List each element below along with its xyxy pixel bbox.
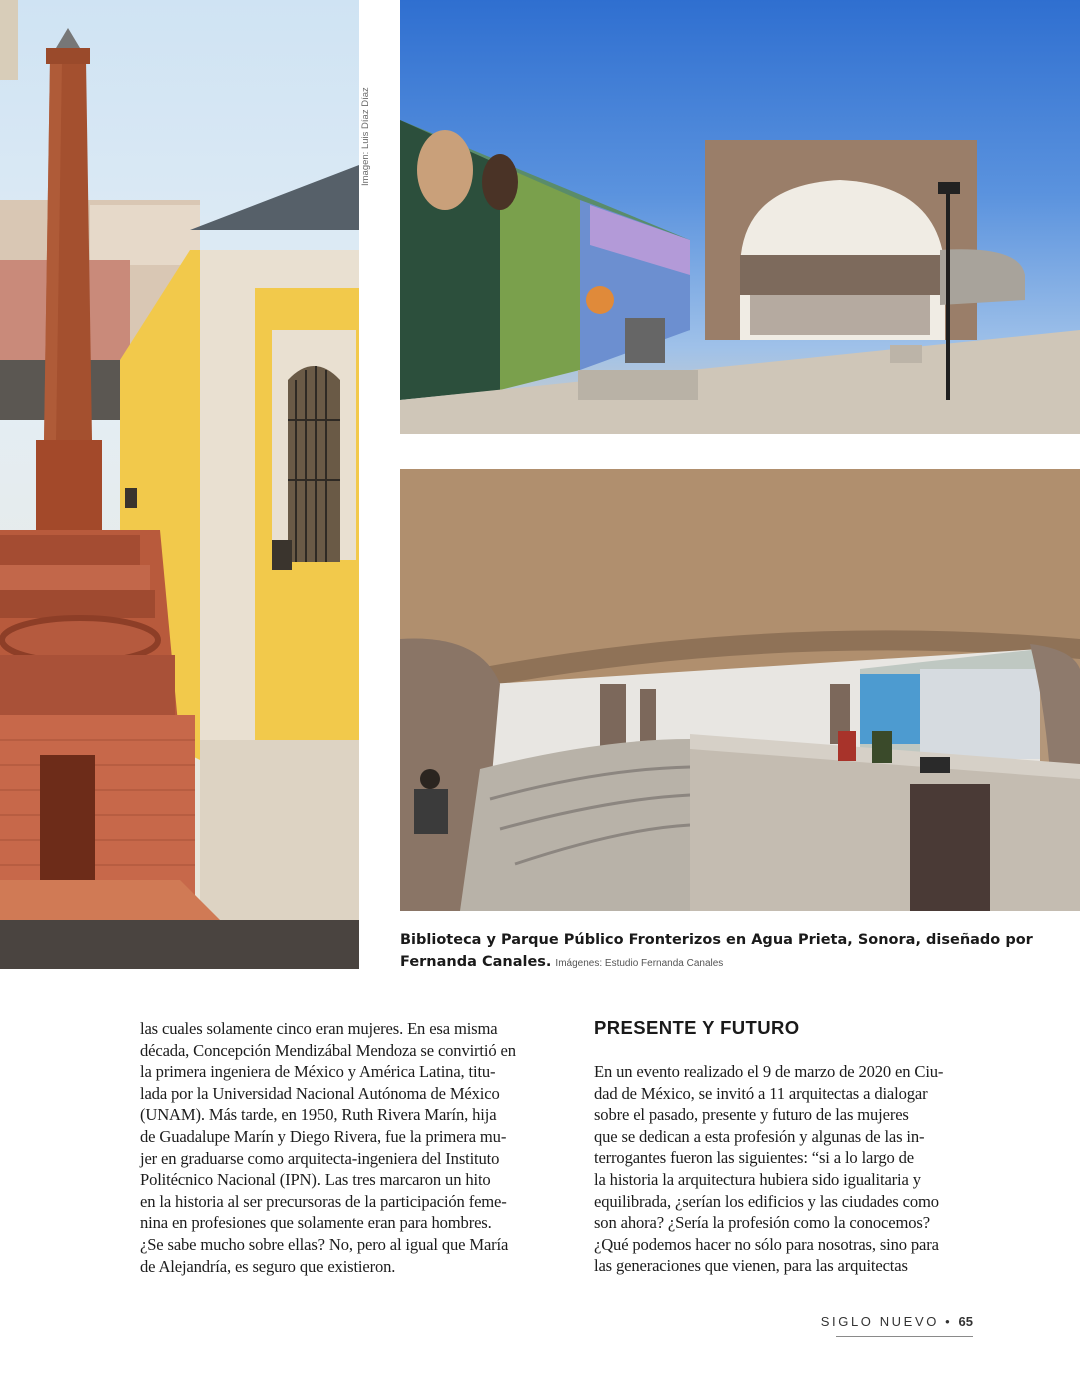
body-column-right [594, 1061, 980, 1277]
text-line: la historia la arquitectura hubiera sido igualitaria y [594, 1169, 921, 1189]
text-line: sobre el pasado, presente y futuro de las mujeres [594, 1105, 909, 1125]
text-line: lada por la Universidad Nacional Autónoma de México [140, 1083, 500, 1103]
text-line: son ahora? ¿Sería la profesión como la conocemos? [594, 1213, 930, 1233]
text-line: nina en profesiones que solamente eran para hombres. [140, 1213, 492, 1233]
photo-library-under-concrete-roof [400, 469, 1080, 911]
page-footer [760, 1314, 973, 1329]
text-line: de Guadalupe Marín y Diego Rivera, fue la primera mu- [140, 1126, 507, 1146]
caption-title: Biblioteca y Parque Público Fronterizos en Agua Prieta, Sonora, diseñado por Fernanda Canales. [400, 932, 1033, 970]
text-line: la primera ingeniera de México y América Latina, titu- [140, 1062, 496, 1082]
text-line: equilibrada, ¿serían los edificios y las ciudades como [594, 1191, 939, 1211]
text-line: que se dedican a esta profesión y algunas de las in- [594, 1126, 925, 1146]
body-column-left [140, 1018, 551, 1277]
text-line: década, Concepción Mendizábal Mendoza se convirtió en [140, 1040, 516, 1060]
text-line: dad de México, se invitó a 11 arquitectas a dialogar [594, 1083, 928, 1103]
text-line: terrogantes fueron las siguientes: “si a lo largo de [594, 1148, 914, 1168]
text-line: En un evento realizado el 9 de marzo de 2020 en Ciu- [594, 1062, 944, 1081]
text-line: ¿Qué podemos hacer no sólo para nosotras, sino para [594, 1234, 939, 1254]
footer-rule [836, 1336, 973, 1337]
photo-brick-chimney-courtyard [0, 0, 359, 969]
photo-credit-vertical: Imagen: Luis Díaz Díaz [360, 87, 371, 186]
page-number: 65 [958, 1314, 973, 1329]
footer-separator: • [945, 1314, 953, 1329]
text-line: jer en graduarse como arquitecta-ingeniera del Instituto [140, 1148, 500, 1168]
text-line: en la historia al ser precursoras de la participación feme- [140, 1191, 507, 1211]
section-heading: PRESENTE Y FUTURO [594, 1017, 800, 1038]
photo-library-exterior-arch [400, 0, 1080, 434]
text-line: las cuales solamente cinco eran mujeres. En esa misma [140, 1019, 498, 1038]
photo-caption [400, 929, 1040, 975]
caption-credit: Imágenes: Estudio Fernanda Canales [555, 958, 724, 969]
text-line: ¿Se sabe mucho sobre ellas? No, pero al igual que María [140, 1234, 509, 1254]
text-line: (UNAM). Más tarde, en 1950, Ruth Rivera Marín, hija [140, 1105, 497, 1125]
text-line: las generaciones que vienen, para las arquitectas [594, 1256, 908, 1276]
text-line: Politécnico Nacional (IPN). Las tres marcaron un hito [140, 1170, 491, 1190]
magazine-name: SIGLO NUEVO [820, 1314, 939, 1329]
text-line: de Alejandría, es seguro que existieron. [140, 1256, 396, 1276]
